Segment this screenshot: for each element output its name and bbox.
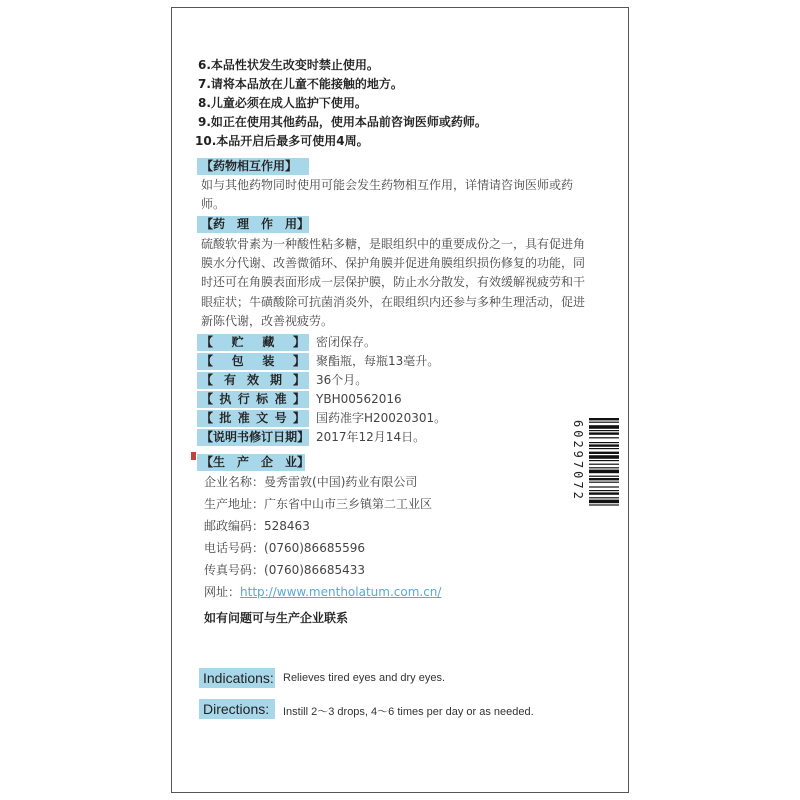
indications-text: Relieves tired eyes and dry eyes. — [283, 672, 446, 684]
warning-item: 9.如正在使用其他药品，使用本品前咨询医师或药师。 — [198, 115, 487, 129]
address-value: 广东省中山市三乡镇第二工业区 — [264, 497, 433, 511]
interaction-text: 如与其他药物同时使用可能会发生药物相互作用，详情请咨询医师或药师。 — [201, 178, 574, 212]
fax-row — [204, 562, 365, 579]
directions-text: Instill 2～3 drops, 4～6 times per day or as needed. — [283, 706, 534, 718]
website-label: 网址： — [204, 585, 241, 599]
manufacturer-header: 【生 产 企 业】 — [197, 454, 305, 471]
phone-value: (0760)86685596 — [264, 541, 365, 555]
property-value: 国药准字H20020301。 — [316, 411, 447, 425]
property-value: 聚酯瓶，每瓶13毫升。 — [316, 354, 440, 368]
phone-label: 电话号码： — [204, 541, 265, 555]
address-label: 生产地址： — [204, 497, 265, 511]
postcode-label: 邮政编码： — [204, 519, 265, 533]
pharmacology-text: 硫酸软骨素为一种酸性粘多糖，是眼组织中的重要成份之一，具有促进角膜水分代谢、改善微循环、保护角膜并促进角膜组织损伤修复的功能，同时还可在角膜表面形成一层保护膜，防止水分散发，有效缓解视疲劳和干眼症状；牛磺酸除可抗菌消炎外，在眼组织内还参与多种生理活动，促进新陈代谢，改善视疲劳。 — [201, 237, 586, 328]
barcode-icon — [589, 418, 619, 534]
address-row — [204, 496, 432, 513]
contact-note: 如有问题可与生产企业联系 — [204, 611, 349, 625]
property-label: 【 有 效 期 】 — [197, 372, 309, 389]
property-value: 36个月。 — [316, 373, 368, 387]
property-value: 密闭保存。 — [316, 335, 377, 349]
fax-label: 传真号码： — [204, 563, 265, 577]
property-value: YBH00562016 — [316, 392, 402, 406]
indications-label: Indications: — [199, 668, 275, 688]
property-value: 2017年12月14日。 — [316, 430, 426, 444]
margin-mark — [191, 452, 196, 460]
warning-item: 7.请将本品放在儿童不能接触的地方。 — [198, 77, 403, 91]
interaction-header: 【药物相互作用】 — [197, 158, 309, 175]
pharmacology-header: 【药 理 作 用】 — [197, 216, 309, 233]
postcode-value: 528463 — [264, 519, 310, 533]
website-link[interactable]: http://www.mentholatum.com.cn/ — [240, 585, 442, 599]
company-name-value: 曼秀雷敦(中国)药业有限公司 — [264, 475, 418, 489]
property-label: 【 批 准 文 号 】 — [197, 410, 309, 427]
warning-item: 8.儿童必须在成人监护下使用。 — [198, 96, 367, 110]
company-name-row — [204, 474, 417, 491]
fax-value: (0760)86685433 — [264, 563, 365, 577]
warning-item: 10.本品开启后最多可使用4周。 — [195, 134, 369, 148]
website-row — [204, 584, 441, 601]
property-label: 【 执 行 标 准 】 — [197, 391, 309, 408]
company-name-label: 企业名称： — [204, 475, 265, 489]
property-label: 【 贮 藏 】 — [197, 334, 309, 351]
directions-label: Directions: — [199, 699, 275, 719]
property-label: 【 包 装 】 — [197, 353, 309, 370]
barcode-number: 60297072 — [571, 420, 585, 502]
property-label: 【 说 明 书 修 订 日 期 】 — [197, 429, 309, 446]
phone-row — [204, 540, 365, 557]
warning-item: 6.本品性状发生改变时禁止使用。 — [198, 58, 379, 72]
postcode-row — [204, 518, 310, 535]
